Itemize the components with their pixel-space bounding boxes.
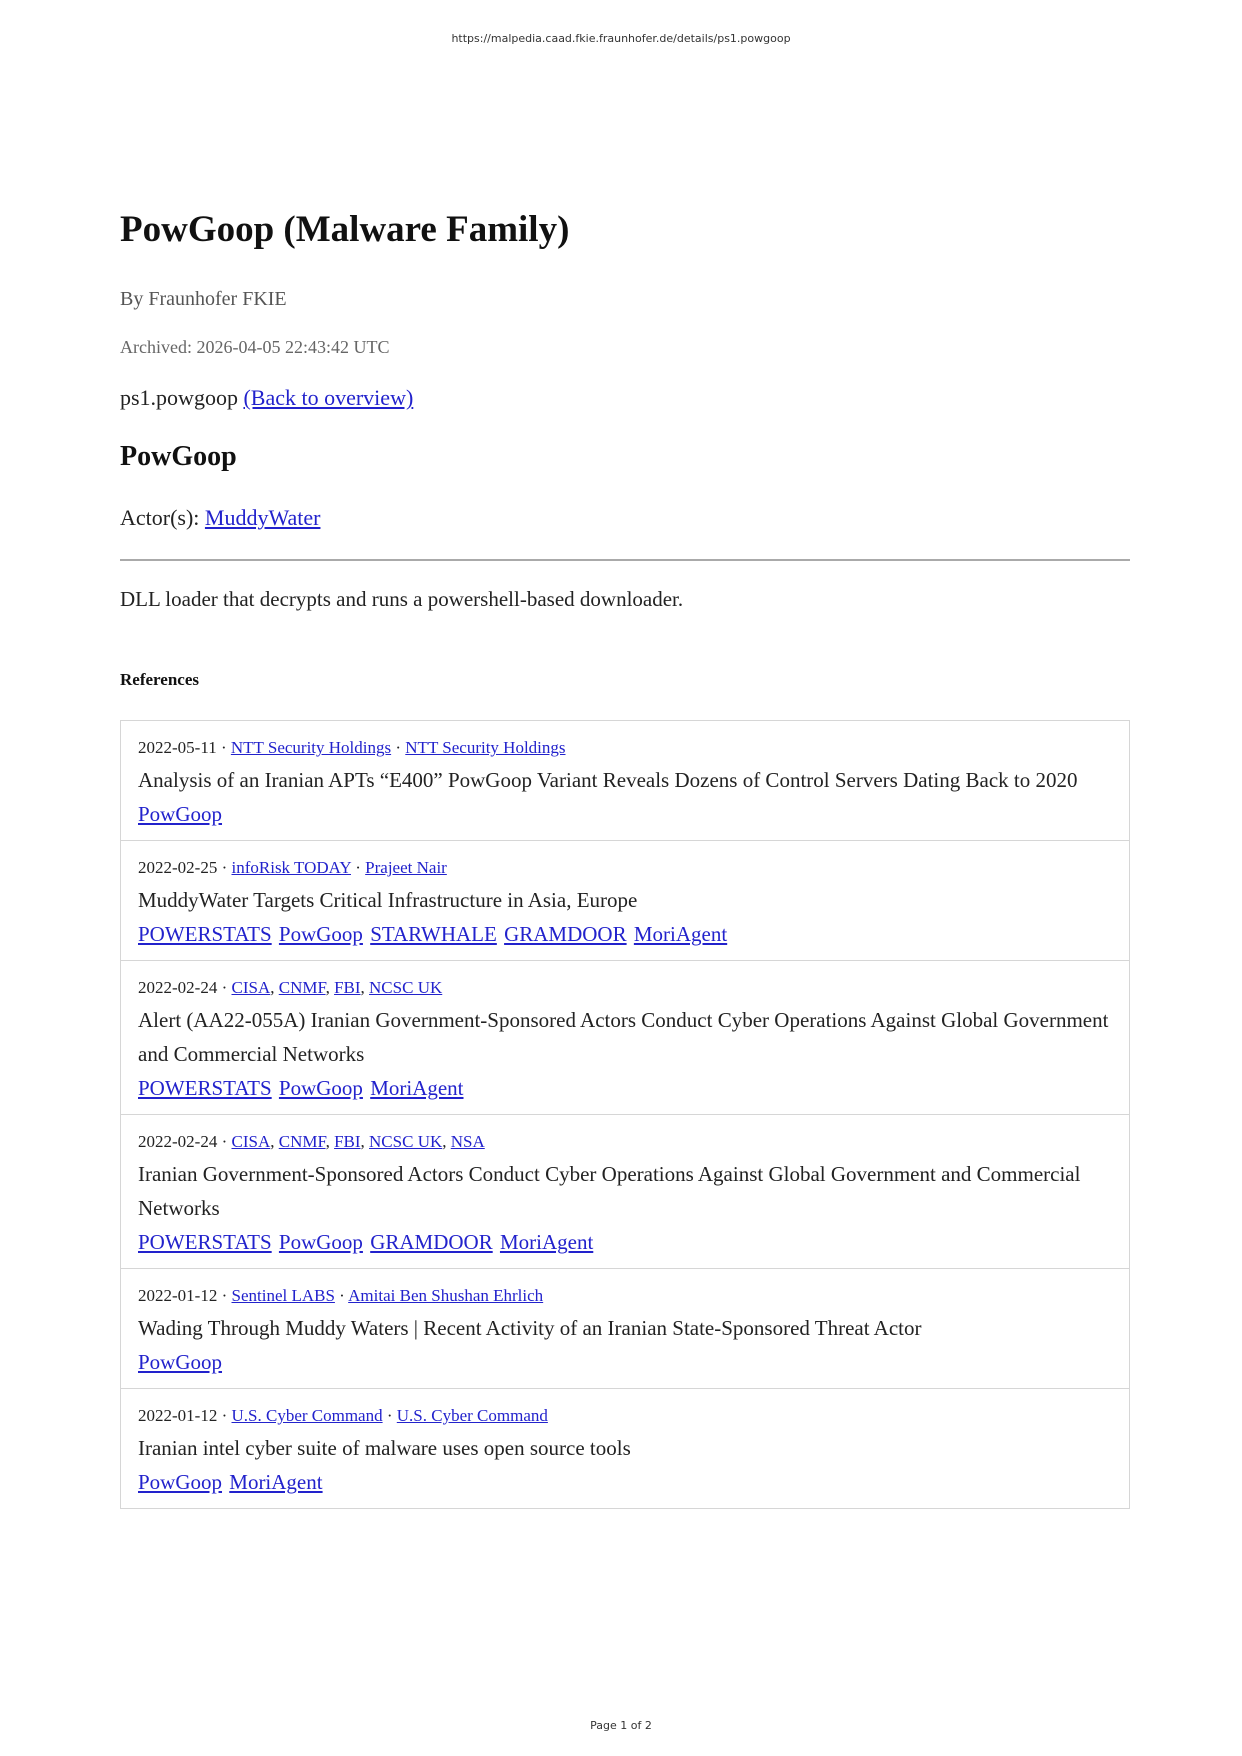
reference-meta: 2022-02-24 · CISA, CNMF, FBI, NCSC UK, NSA [138,1132,485,1152]
family-tag-link[interactable]: MoriAgent [499,1230,594,1255]
reference-author-link[interactable]: NTT Security Holdings [405,738,566,758]
family-tag-link[interactable]: PowGoop [278,922,363,947]
actor-link[interactable]: MuddyWater [204,505,321,531]
reference-tags [138,1071,1112,1105]
reference-source-link[interactable]: CISA [231,1132,271,1152]
family-tag-link[interactable]: GRAMDOOR [504,922,627,947]
family-tag-link[interactable]: PowGoop [138,1350,223,1375]
family-tag-link[interactable]: MoriAgent [370,1076,464,1101]
family-tag-link[interactable]: PowGoop [278,1230,363,1255]
references-list [120,720,1130,1509]
reference-meta: 2022-01-12 · Sentinel LABS · Amitai Ben Shushan Ehrlich [138,1286,544,1306]
reference-source-link[interactable]: CISA [231,978,271,998]
page-url: https://malpedia.caad.fkie.fraunhofer.de/details/ps1.powgoop [451,32,791,45]
reference-author-link[interactable]: Amitai Ben Shushan Ehrlich [348,1286,544,1306]
reference-item [121,721,1129,840]
reference-date: 2022-02-25 [138,858,218,878]
family-tag-link[interactable]: PowGoop [138,802,223,827]
reference-item [121,1114,1129,1268]
archived-timestamp: Archived: 2026-04-05 22:43:42 UTC [120,337,390,358]
reference-source-link[interactable]: NCSC UK [369,1132,443,1152]
family-tag-link[interactable]: MoriAgent [633,922,728,947]
actors-label: Actor(s): [120,505,200,531]
page-title: PowGoop (Malware Family) [120,209,570,250]
divider [120,559,1130,561]
reference-item [121,840,1129,960]
reference-date: 2022-05-11 [138,738,217,758]
reference-title: Wading Through Muddy Waters | Recent Activity of an Iranian State-Sponsored Threat Actor [138,1316,922,1341]
family-heading: PowGoop [120,441,237,473]
reference-source-link[interactable]: NCSC UK [369,978,443,998]
family-slug: ps1.powgoop [120,385,238,411]
page-number: Page 1 of 2 [590,1719,652,1732]
byline: By Fraunhofer FKIE [120,288,287,311]
family-tag-link[interactable]: MoriAgent [229,1470,323,1495]
reference-source-link[interactable]: FBI [334,978,361,998]
family-tag-link[interactable]: PowGoop [138,1470,223,1495]
reference-source-link[interactable]: Sentinel LABS [231,1286,335,1306]
reference-source-link[interactable]: U.S. Cyber Command [231,1406,383,1426]
reference-tags [138,797,1112,831]
family-tag-link[interactable]: STARWHALE [370,922,497,947]
reference-source-link[interactable]: CNMF [278,1132,326,1152]
actors-line [120,505,1130,531]
back-to-overview-link[interactable]: (Back to overview) [243,385,414,411]
reference-title: Analysis of an Iranian APTs “E400” PowGoop Variant Reveals Dozens of Control Servers Dating Back to 2020 [138,768,1078,793]
actors-list [205,505,321,530]
reference-meta: 2022-02-24 · CISA, CNMF, FBI, NCSC UK [138,978,443,998]
family-tag-link[interactable]: POWERSTATS [138,1230,272,1255]
family-tag-link[interactable]: POWERSTATS [138,922,272,947]
reference-meta: 2022-05-11 · NTT Security Holdings · NTT Security Holdings [138,738,566,758]
reference-source-link[interactable]: NTT Security Holdings [230,738,392,758]
reference-title: Alert (AA22-055A) Iranian Government-Sponsored Actors Conduct Cyber Operations Against Global Government and Commercial Networks [138,1008,1109,1067]
reference-tags [138,917,1112,951]
description: DLL loader that decrypts and runs a powershell-based downloader. [120,587,684,612]
reference-tags [138,1465,1112,1499]
family-tag-link[interactable]: GRAMDOOR [370,1230,493,1255]
reference-date: 2022-01-12 [138,1406,218,1426]
family-tag-link[interactable]: PowGoop [278,1076,363,1101]
reference-meta: 2022-01-12 · U.S. Cyber Command · U.S. Cyber Command [138,1406,548,1426]
main-content [120,208,1130,1509]
reference-item [121,960,1129,1114]
reference-title: MuddyWater Targets Critical Infrastructure in Asia, Europe [138,888,638,913]
slug-line [120,385,1130,411]
reference-author-link[interactable]: Prajeet Nair [365,858,447,878]
reference-source-link[interactable]: infoRisk TODAY [231,858,351,878]
reference-author-link[interactable]: U.S. Cyber Command [396,1406,548,1426]
reference-source-link[interactable]: NSA [450,1132,485,1152]
reference-meta: 2022-02-25 · infoRisk TODAY · Prajeet Nair [138,858,447,878]
reference-title: Iranian intel cyber suite of malware uses open source tools [138,1436,631,1461]
reference-date: 2022-01-12 [138,1286,218,1306]
family-tag-link[interactable]: POWERSTATS [138,1076,272,1101]
reference-source-link[interactable]: FBI [334,1132,361,1152]
reference-tags [138,1225,1112,1259]
reference-source-link[interactable]: CNMF [278,978,326,998]
reference-title: Iranian Government-Sponsored Actors Conduct Cyber Operations Against Global Government and Commercial Networks [138,1162,1081,1221]
reference-tags [138,1345,1112,1379]
reference-item [121,1388,1129,1508]
references-heading: References [120,670,199,690]
reference-date: 2022-02-24 [138,1132,218,1152]
reference-date: 2022-02-24 [138,978,218,998]
reference-item [121,1268,1129,1388]
